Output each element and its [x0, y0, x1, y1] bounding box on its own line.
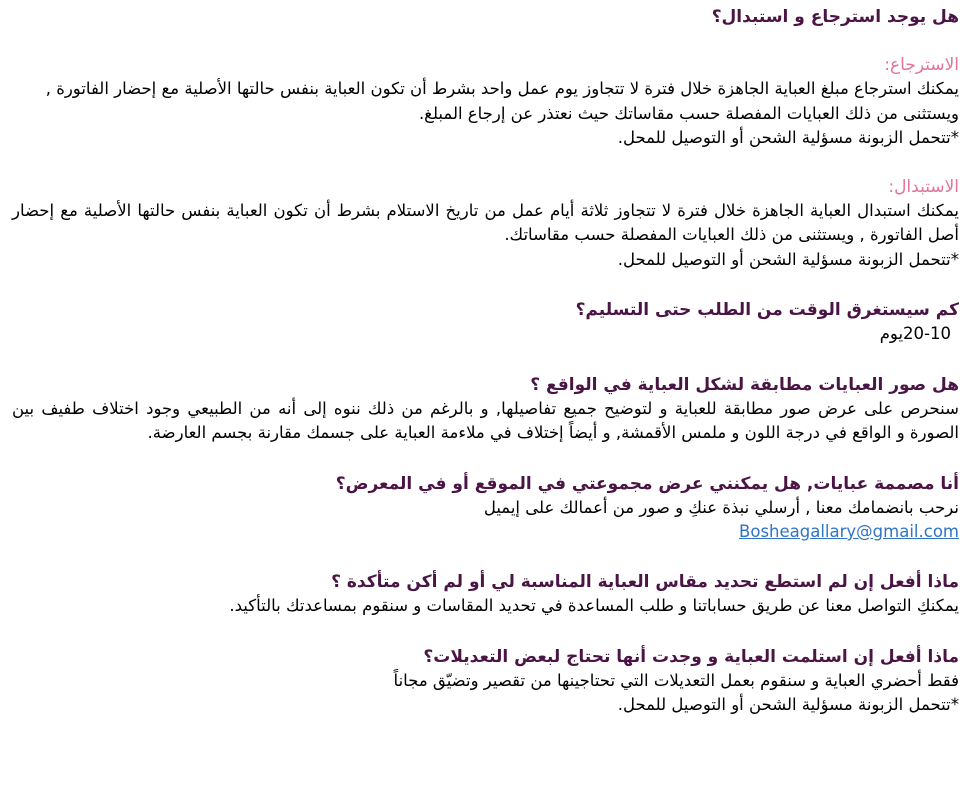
faq-size	[12, 570, 959, 619]
faq-question: كم سيستغرق الوقت من الطلب حتى التسليم؟	[575, 300, 959, 320]
faq-designer	[12, 472, 959, 545]
size-answer: يمكنكِ التواصل معنا عن طريق حساباتنا و طلب المساعدة في تحديد المقاسات و سنقوم بمساعدتك بالتأكيد.	[229, 596, 959, 615]
faq-question: ماذا أفعل إن استلمت العباية و وجدت أنها تحتاج لبعض التعديلات؟	[423, 646, 959, 667]
exchange-heading: الاستبدال:	[888, 176, 959, 197]
faq-question: هل يوجد استرجاع و استبدال؟	[711, 7, 959, 27]
email-link[interactable]: Bosheagallary@gmail.com	[739, 522, 959, 541]
faq-question: ماذا أفعل إن لم استطع تحديد مقاس العباية المناسبة لي أو لم أكن متأكدة ؟	[331, 572, 959, 592]
refund-heading: الاسترجاع:	[884, 55, 959, 75]
exchange-note: *تتحمل الزبونة مسؤلية الشحن أو التوصيل للمحل.	[617, 249, 959, 269]
faq-question: أنا مصممة عبايات, هل يمكنني عرض مجموعتي في الموقع أو في المعرض؟	[335, 473, 959, 494]
faq-alterations	[12, 645, 959, 718]
refund-text: يمكنك استرجاع مبلغ العباية الجاهزة خلال فترة لا تتجاوز يوم عمل واحد بشرط أن تكون العباية بنفس حالتها الأصلية مع إحضار الفاتورة , ويستثنى من ذلك العبايات المفصلة حسب مقاساتك حيث نعتذر عن إرجاع المبلغ.	[45, 79, 959, 123]
faq-delivery	[12, 298, 959, 347]
designer-answer: نرحب بانضمامك معنا , أرسلي نبذة عنكِ و صور من أعمالك على إيميل	[483, 497, 959, 517]
exchange-text: يمكنك استبدال العباية الجاهزة خلال فترة لا تتجاوز ثلاثة أيام عمل من تاريخ الاستلام بشرط أن تكون العباية بنفس حالتها الأصلية مع إحضار أصل الفاتورة , ويستثنى من ذلك العبايات المفصلة حسب مقاساتك.	[12, 200, 959, 244]
alterations-answer: فقط أحضري العباية و سنقوم بعمل التعديلات التي تحتاجينها من تقصير وتضيّق مجاناً	[393, 670, 959, 690]
faq-returns	[12, 5, 959, 272]
delivery-answer: 20-10يوم	[879, 324, 951, 343]
faq-photos	[12, 373, 959, 446]
photos-answer: سنحرص على عرض صور مطابقة للعباية و لتوضيح جميع تفاصيلها, و بالرغم من ذلك ننوه إلى أنه من الطبيعي وجود اختلاف طفيف بين الصورة و الواقع في درجة اللون و ملمس الأقمشة, و أيضاً إختلاف في ملاءمة العباية على جسمك مقارنة بجسم العارضة.	[12, 398, 959, 442]
faq-question: هل صور العبايات مطابقة لشكل العباية في الواقع ؟	[530, 374, 959, 395]
alterations-note: *تتحمل الزبونة مسؤلية الشحن أو التوصيل للمحل.	[617, 695, 959, 714]
refund-note: *تتحمل الزبونة مسؤلية الشحن أو التوصيل للمحل.	[617, 128, 959, 147]
